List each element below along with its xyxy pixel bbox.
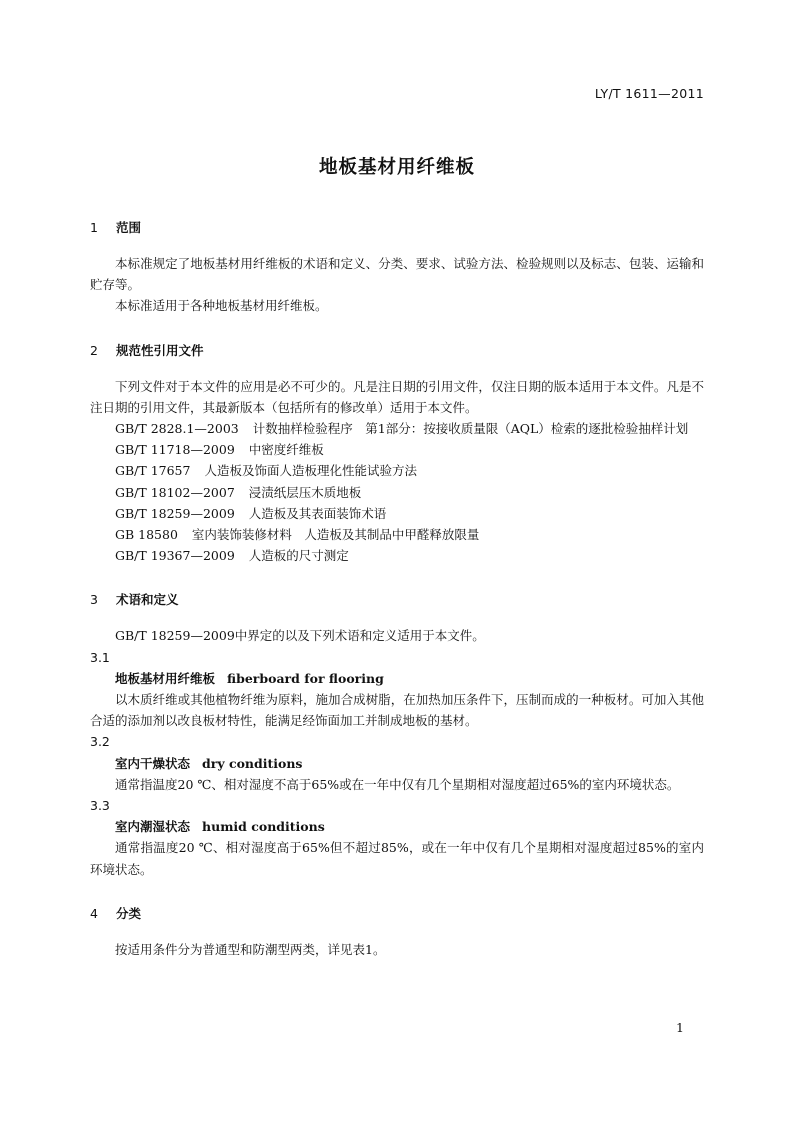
reference-code: GB/T 18102—2007 bbox=[115, 484, 235, 500]
term-number: 3.1 bbox=[90, 649, 110, 665]
reference-item bbox=[90, 439, 704, 460]
reference-item bbox=[90, 503, 704, 524]
reference-code: GB 18580 bbox=[115, 527, 178, 543]
paragraph: 本标准适用于各种地板基材用纤维板。 bbox=[115, 298, 328, 314]
page-number: 1 bbox=[676, 1020, 684, 1035]
section-title: 规范性引用文件 bbox=[116, 342, 204, 358]
reference-item bbox=[90, 482, 704, 503]
section-heading bbox=[90, 587, 704, 613]
term-english: dry conditions bbox=[202, 755, 303, 771]
reference-item bbox=[90, 418, 704, 439]
section-heading bbox=[90, 215, 704, 241]
section-classification bbox=[90, 901, 704, 960]
document-body bbox=[90, 215, 704, 960]
term-english: humid conditions bbox=[202, 819, 325, 835]
paragraph: 按适用条件分为普通型和防潮型两类，详见表1。 bbox=[115, 941, 386, 957]
reference-code: GB/T 19367—2009 bbox=[115, 548, 235, 564]
reference-title: 中密度纤维板 bbox=[248, 442, 324, 458]
reference-code: GB/T 17657 bbox=[115, 463, 191, 479]
section-number: 4 bbox=[90, 905, 98, 921]
reference-title: 人造板的尺寸测定 bbox=[248, 548, 349, 564]
section-normative-references bbox=[90, 338, 704, 567]
section-number: 2 bbox=[90, 342, 98, 358]
reference-title: 人造板及其表面装饰术语 bbox=[248, 505, 387, 521]
reference-title: 浸渍纸层压木质地板 bbox=[248, 484, 362, 500]
term-definition: 以木质纤维或其他植物纤维为原料，施加合成树脂，在加热加压条件下，压制而成的一种板材。可加入其他合适的添加剂以改良板材特性，能满足经饰面加工并制成地板的基材。 bbox=[90, 692, 704, 729]
section-title: 分类 bbox=[116, 905, 142, 921]
term-english: fiberboard for flooring bbox=[227, 670, 384, 686]
paragraph: GB/T 18259—2009中界定的以及下列术语和定义适用于本文件。 bbox=[115, 628, 485, 644]
reference-title: 计数抽样检验程序 第1部分：按接收质量限（AQL）检索的逐批检验抽样计划 bbox=[252, 421, 689, 437]
reference-item bbox=[90, 545, 704, 566]
section-heading bbox=[90, 338, 704, 364]
reference-title: 人造板及饰面人造板理化性能试验方法 bbox=[204, 463, 417, 479]
term-number: 3.3 bbox=[90, 798, 110, 814]
term-entry bbox=[90, 668, 704, 689]
term-definition: 通常指温度20 ℃、相对湿度不高于65%或在一年中仅有几个星期相对湿度超过65%的室内环境状态。 bbox=[115, 776, 680, 792]
document-title: 地板基材用纤维板 bbox=[318, 157, 475, 178]
term-entry bbox=[90, 816, 704, 837]
section-title: 术语和定义 bbox=[116, 592, 179, 608]
reference-title: 室内装饰装修材料 人造板及其制品中甲醛释放限量 bbox=[191, 527, 480, 543]
term-chinese: 室内潮湿状态 bbox=[115, 819, 191, 835]
paragraph: 本标准规定了地板基材用纤维板的术语和定义、分类、要求、试验方法、检验规则以及标志、包装、运输和贮存等。 bbox=[90, 256, 704, 293]
term-definition: 通常指温度20 ℃、相对湿度高于65%但不超过85%，或在一年中仅有几个星期相对湿度超过85%的室内环境状态。 bbox=[90, 840, 704, 877]
reference-item bbox=[90, 460, 704, 481]
section-number: 1 bbox=[90, 220, 98, 235]
reference-code: GB/T 11718—2009 bbox=[115, 442, 235, 458]
reference-item bbox=[90, 524, 704, 545]
reference-code: GB/T 2828.1—2003 bbox=[115, 421, 239, 437]
term-entry bbox=[90, 753, 704, 774]
term-chinese: 地板基材用纤维板 bbox=[115, 670, 216, 686]
standard-code: LY/T 1611—2011 bbox=[594, 86, 704, 101]
section-heading bbox=[90, 901, 704, 927]
paragraph: 下列文件对于本文件的应用是必不可少的。凡是注日期的引用文件，仅注日期的版本适用于本文件。凡是不注日期的引用文件，其最新版本（包括所有的修改单）适用于本文件。 bbox=[90, 378, 704, 415]
term-number: 3.2 bbox=[90, 734, 110, 750]
term-chinese: 室内干燥状态 bbox=[115, 755, 191, 771]
section-scope bbox=[90, 215, 704, 317]
section-title: 范围 bbox=[116, 220, 142, 235]
section-terms-definitions bbox=[90, 587, 704, 879]
reference-code: GB/T 18259—2009 bbox=[115, 505, 235, 521]
section-number: 3 bbox=[90, 592, 98, 608]
